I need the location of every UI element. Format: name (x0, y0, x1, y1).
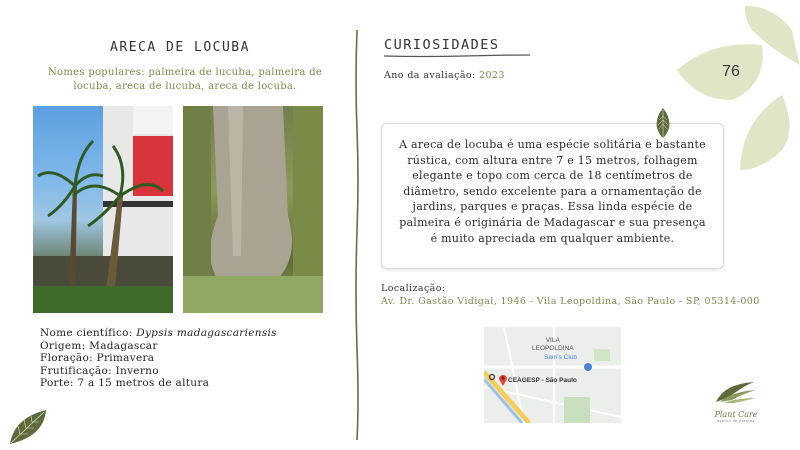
map-pin-icon[interactable] (498, 371, 508, 390)
description-text: A areca de locuba é uma espécie solitária e bastante rústica, com altura entre 7 e 15 metros, folhagem elegante e topo com cerca de 18 centímetros de diâmetro, sendo excelente para a ornamentação de jardins, parques e praças. Essa linda espécie de palmeira é originária de Madagascar e sua presença é muito apreciada em qualquer ambiente. (399, 138, 706, 245)
leaf-icon (655, 108, 671, 138)
size: Porte: 7 a 15 metros de altura (40, 377, 210, 389)
evaluation-year: Ano da avaliação: 2023 (384, 70, 505, 81)
brand-tagline: acervo de plantas (717, 419, 755, 423)
map-poi: Sam's Club (544, 354, 578, 361)
map-district: VILA LEOPOLDINA (532, 337, 574, 352)
location-label: Localização: (381, 283, 446, 294)
map-marker-label: CEAGESP - São Paulo (508, 377, 577, 384)
location-address: Av. Dr. Gastão Vidigal, 1946 - Vila Leopoldina, São Paulo - SP, 05314-000 (381, 296, 760, 307)
page-number: 76 (722, 63, 740, 80)
plant-facts (40, 327, 277, 390)
column-divider (354, 30, 360, 440)
curiosities-heading: CURIOSIDADES (384, 37, 500, 53)
fruiting: Frutificação: Inverno (40, 364, 159, 377)
brand-logo (704, 380, 768, 423)
palm-trunk-photo (183, 106, 323, 313)
evaluation-year-value: 2023 (479, 70, 505, 81)
corner-leaves-decoration (672, 0, 800, 175)
leaf-icon (8, 408, 48, 446)
origin: Origem: Madagascar (40, 339, 158, 352)
flowering: Floração: Primavera (40, 352, 155, 364)
location-map[interactable] (484, 327, 621, 423)
scientific-name: Nome científico: Dypsis madagascariensis (40, 327, 277, 339)
plant-care-logo-icon (714, 380, 758, 404)
palm-street-photo (33, 106, 173, 313)
brand-name: Plant Care (714, 410, 758, 419)
heading-underline (384, 54, 530, 58)
plant-title: ARECA DE LOCUBA (110, 40, 250, 55)
scientific-name-value: Dypsis madagascariensis (136, 327, 277, 339)
popular-names: Nomes populares: palmeira de lucuba, palmeira de locuba, areca de lucuba, areca de locuba. (47, 67, 323, 92)
